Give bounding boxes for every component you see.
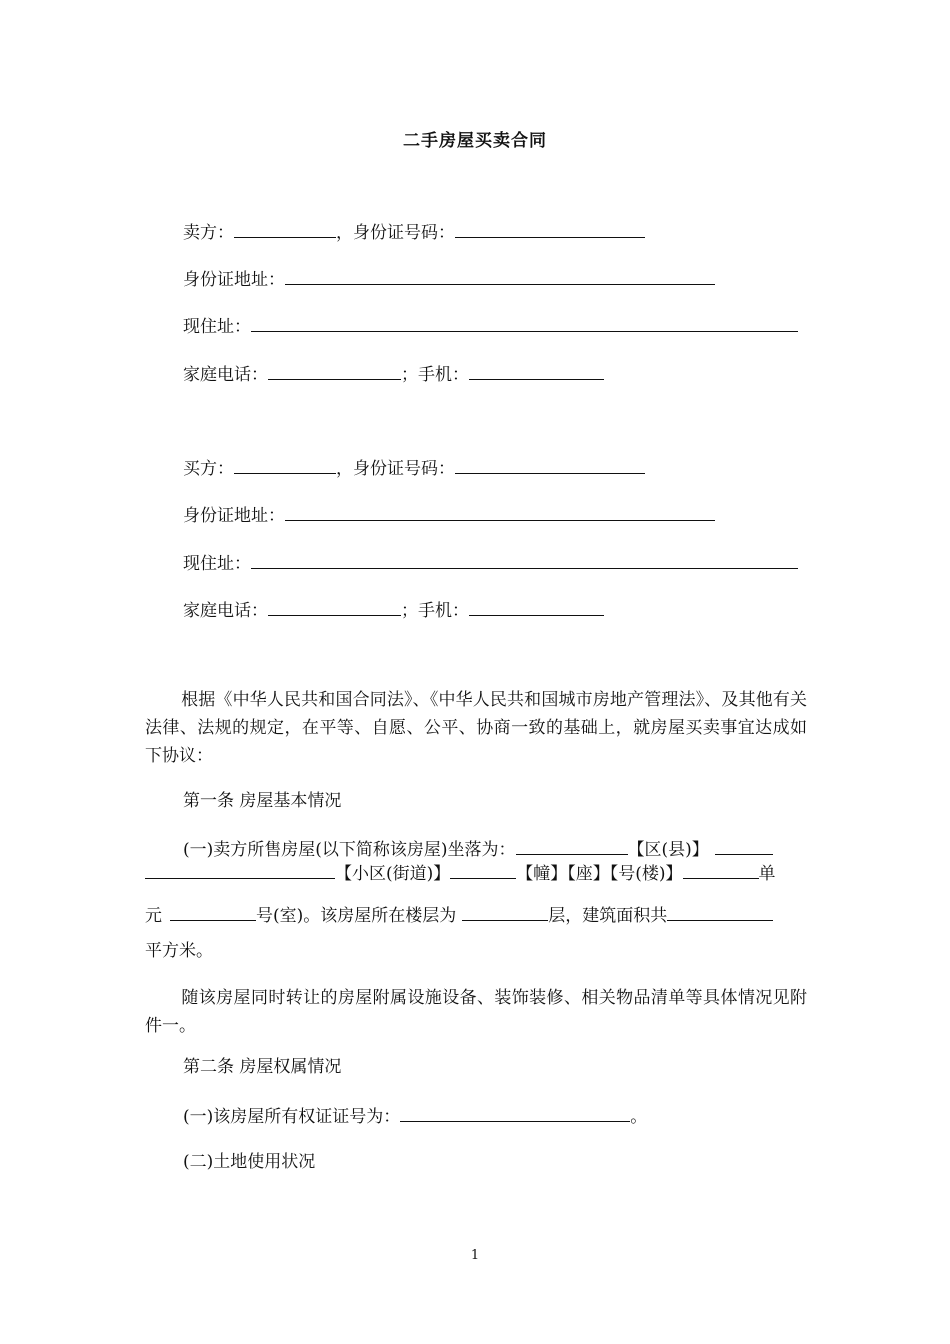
seller-mobile-blank[interactable]	[469, 362, 604, 380]
seller-phone-line	[183, 362, 604, 386]
unit-label-2: 元	[145, 906, 162, 926]
attachments-text: 随该房屋同时转让的房屋附属设施设备、装饰装修、相关物品清单等具体情况见附件一。	[145, 988, 807, 1036]
location-blank[interactable]	[516, 837, 628, 855]
building-blank[interactable]	[450, 861, 516, 879]
intro-text: 根据《中华人民共和国合同法》、《中华人民共和国城市房地产管理法》、及其他有关法律、法规的规定，在平等、自愿、公平、协商一致的基础上，就房屋买卖事宜达成如下协议：	[145, 690, 807, 766]
buyer-label: 买方：	[183, 459, 234, 479]
article2-item1-line	[183, 1104, 647, 1128]
article1-item1-line3	[145, 903, 773, 927]
article1-item1-prefix: (一)卖方所售房屋(以下简称该房屋)坐落为：	[183, 840, 516, 860]
floor-label: 层，建筑面积共	[548, 906, 668, 926]
district-label: 【区(县)】	[627, 840, 709, 860]
seller-current-address-line	[183, 314, 798, 338]
article2-item1-suffix: 。	[630, 1107, 648, 1127]
article1-heading: 第一条 房屋基本情况	[183, 791, 342, 811]
buyer-mobile-blank[interactable]	[469, 598, 604, 616]
building-label: 【幢】【座】【号(楼)】	[516, 864, 683, 884]
seller-home-phone-label: 家庭电话：	[183, 365, 268, 385]
community-blank[interactable]	[145, 861, 335, 879]
buyer-id-address-label: 身份证地址：	[183, 506, 285, 526]
article2-item2: (二)土地使用状况	[183, 1152, 316, 1172]
unit-blank[interactable]	[683, 861, 759, 879]
buyer-id-label: ，身份证号码：	[336, 459, 455, 479]
seller-home-phone-blank[interactable]	[268, 362, 401, 380]
seller-id-address-label: 身份证地址：	[183, 270, 285, 290]
community-label: 【小区(街道)】	[335, 864, 451, 884]
buyer-id-blank[interactable]	[455, 456, 645, 474]
article2-heading: 第二条 房屋权属情况	[183, 1057, 342, 1077]
certificate-number-blank[interactable]	[400, 1104, 630, 1122]
buyer-home-phone-label: 家庭电话：	[183, 601, 268, 621]
seller-party-line	[183, 220, 645, 244]
seller-id-address-line	[183, 267, 715, 291]
article1-item1-line2	[145, 861, 776, 885]
buyer-phone-line	[183, 598, 604, 622]
buyer-party-line	[183, 456, 645, 480]
district-blank[interactable]	[715, 837, 773, 855]
buyer-name-blank[interactable]	[234, 456, 336, 474]
area-blank[interactable]	[667, 903, 773, 921]
page-number: 1	[470, 1248, 480, 1263]
room-blank[interactable]	[170, 903, 256, 921]
buyer-current-address-label: 现住址：	[183, 554, 251, 574]
buyer-id-address-blank[interactable]	[285, 503, 715, 521]
attachments-paragraph	[145, 984, 807, 1040]
seller-label: 卖方：	[183, 223, 234, 243]
buyer-current-address-blank[interactable]	[251, 551, 798, 569]
intro-paragraph	[145, 686, 807, 770]
area-unit: 平方米。	[145, 941, 213, 961]
document-title: 二手房屋买卖合同	[403, 131, 547, 151]
seller-id-label: ，身份证号码：	[336, 223, 455, 243]
seller-id-address-blank[interactable]	[285, 267, 715, 285]
seller-mobile-label: ；手机：	[401, 365, 469, 385]
seller-name-blank[interactable]	[234, 220, 336, 238]
buyer-home-phone-blank[interactable]	[268, 598, 401, 616]
unit-label: 单	[758, 864, 776, 884]
seller-current-address-blank[interactable]	[251, 314, 798, 332]
buyer-mobile-label: ；手机：	[401, 601, 469, 621]
buyer-current-address-line	[183, 551, 798, 575]
seller-id-blank[interactable]	[455, 220, 645, 238]
article1-item1-line1	[183, 837, 773, 861]
floor-blank[interactable]	[462, 903, 548, 921]
buyer-id-address-line	[183, 503, 715, 527]
seller-current-address-label: 现住址：	[183, 317, 251, 337]
room-label: 号(室)。该房屋所在楼层为	[256, 906, 457, 926]
article2-item1-prefix: (一)该房屋所有权证证号为：	[183, 1107, 401, 1127]
